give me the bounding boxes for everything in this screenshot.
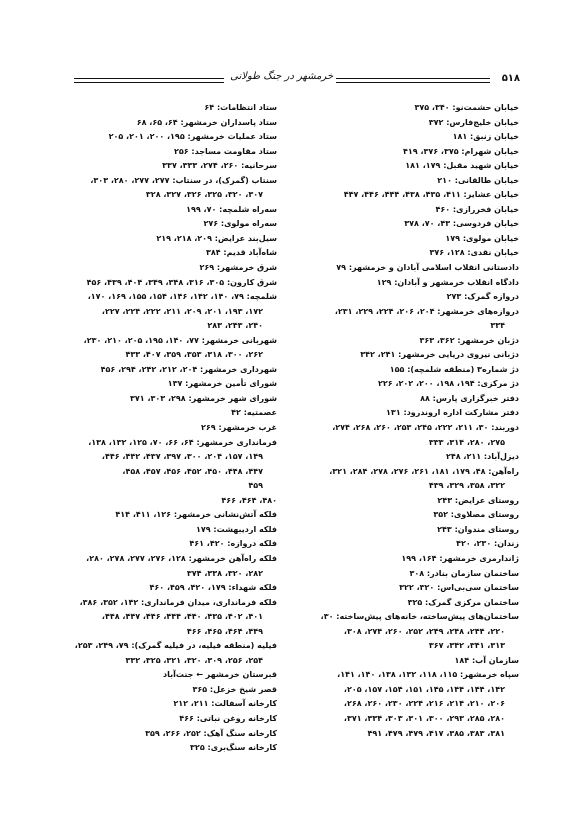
index-entry	[61, 537, 277, 552]
index-entry-line: خیابان حشمت‌نو: ۳۴۰، ۳۷۵	[414, 103, 519, 112]
index-entry	[61, 712, 277, 727]
index-entry	[61, 174, 277, 203]
index-entry	[283, 537, 519, 552]
index-entry	[61, 290, 277, 334]
index-entry-line: خیابان طالقانی: ۲۱۰	[437, 175, 519, 185]
index-entry-line: ساختمان سازمان بنادر: ۳۰۸	[409, 568, 519, 578]
index-entry-line: خیابان خلیج‌فارس: ۳۷۲	[428, 117, 519, 127]
index-entry	[283, 276, 519, 291]
index-entry	[283, 654, 519, 669]
index-entry	[283, 392, 519, 407]
index-entry-line: خیابان زنبق: ۱۸۱	[452, 132, 519, 142]
index-entry-line: ستاد مقاومت مساجد: ۲۵۶	[173, 146, 277, 156]
index-column-left	[61, 101, 277, 756]
index-entry	[61, 203, 277, 218]
index-entry	[283, 261, 519, 276]
index-entry-continuation: ۲۲۰، ۲۴۴، ۲۴۸، ۲۴۹، ۲۵۲، ۲۶۰، ۲۷۴، ۳۰۸،	[343, 626, 505, 636]
index-entry	[283, 348, 519, 363]
index-entry-line: دفتر خبرگزاری پارس: ۸۸	[420, 393, 519, 403]
index-entry-line: شهرداری خرمشهر: ۲۰۴، ۲۱۲، ۲۴۲، ۲۹۴، ۴۵۶	[100, 364, 277, 374]
page-number: ۵۱۸	[501, 73, 520, 84]
index-entry-line: دژبان خرمشهر: ۳۶۲، ۳۶۳	[419, 335, 519, 345]
index-entry	[61, 421, 277, 436]
index-entry	[61, 639, 277, 668]
index-entry-line: راه‌آهن: ۴۸، ۱۷۹، ۱۸۱، ۲۶۱، ۲۷۶، ۲۷۸، ۲۸۴، ۳۲۱،	[329, 466, 519, 476]
index-entry-line: کارخانه سنگ آهک: ۲۵۲، ۲۶۶، ۳۵۹	[145, 728, 277, 738]
header-rule-left	[74, 78, 224, 83]
index-entry-line: دژ شماره۳ (منطقه شلمچه): ۱۵۵	[389, 364, 519, 374]
index-entry	[283, 246, 519, 261]
index-entry-line: روستای مصلاوی: ۳۵۲	[433, 510, 519, 520]
index-entry-line: سیل‌بند عرایض: ۲۰۹، ۲۱۸، ۲۱۹	[156, 233, 277, 243]
index-entry	[283, 145, 519, 160]
index-entry-line: شورای شهر خرمشهر: ۲۹۸، ۳۰۳، ۳۷۱	[130, 393, 277, 403]
index-entry	[61, 145, 277, 160]
index-entry-line: سرحانیه: ۲۶۰، ۲۷۴، ۳۳۳، ۳۳۷	[162, 161, 277, 171]
index-entry-line: خیابان عشایر: ۴۱۱، ۴۳۵، ۴۳۸، ۴۴۴، ۴۴۶، ۴۴۷	[343, 190, 519, 200]
index-entry-line: سه‌راه شلمچه: ۷۰، ۱۹۹	[186, 204, 277, 214]
index-entry-line: ستاد پاسداران خرمشهر: ۶۴، ۶۵، ۶۸	[136, 117, 277, 127]
index-entry-line: دیزل‌آباد: ۲۱۱، ۲۴۸	[445, 452, 519, 462]
index-entry	[61, 217, 277, 232]
index-entry-continuation: ۱۷۲، ۱۹۳، ۲۰۱، ۲۰۹، ۲۱۱، ۲۲۲، ۲۲۴، ۲۲۷،	[101, 306, 263, 316]
index-entry-line: شورای تأمین خرمشهر: ۱۳۷	[167, 379, 277, 389]
index-entry-line: عصمتیه: ۴۲	[231, 408, 277, 418]
index-entry	[61, 697, 277, 712]
index-entry	[283, 334, 519, 349]
index-entry	[283, 101, 519, 116]
index-entry-line: فلکه فرمانداری، میدان فرمانداری: ۱۴۲، ۳۵۲، ۳۸۶،	[79, 597, 277, 607]
index-entry-continuation: ۲۸۰، ۲۸۵، ۲۹۳، ۳۰۰، ۳۰۱، ۳۰۳، ۳۳۴، ۳۷۱،	[343, 713, 505, 723]
index-entry	[283, 668, 519, 741]
index-entry	[283, 581, 519, 596]
index-entry-line: ساختمان سی‌بی‌اس: ۳۲۰، ۳۲۲	[399, 583, 519, 593]
index-entry	[283, 188, 519, 203]
index-entry-continuation: ۳۲۲، ۳۵۸، ۳۲۹، ۴۳۹	[428, 481, 505, 491]
index-entry	[61, 436, 277, 494]
index-entry-line: خیابان نقدی: ۱۲۸، ۳۷۶	[429, 248, 519, 258]
header-rule-right	[336, 78, 490, 83]
index-entry-line: دروازه‌های خرمشهر: ۲۰۴، ۲۰۶، ۲۲۴، ۲۲۹، ۲۳۱،	[334, 306, 519, 316]
index-entry	[283, 232, 519, 247]
index-entry-line: دفتر مشارکت اداره اروندرود: ۱۳۱	[386, 408, 519, 418]
index-entry	[61, 377, 277, 392]
index-entry	[61, 683, 277, 698]
index-entry-line: فلکه راه‌آهن خرمشهر: ۱۲۸، ۲۷۶، ۲۷۷، ۲۷۸، ۲۸۰،	[86, 553, 277, 563]
index-entry-continuation: ۴۴۹، ۴۶۴، ۴۶۵، ۴۶۶	[186, 626, 263, 636]
index-entry	[283, 159, 519, 174]
index-entry	[61, 741, 277, 756]
index-entry	[283, 450, 519, 465]
index-entry	[61, 261, 277, 276]
index-entry-line: دادستانی انقلاب اسلامی آبادان و خرمشهر: ۷۹	[336, 263, 519, 273]
index-entry	[61, 508, 277, 523]
index-entry-line: سپاه خرمشهر: ۱۱۵، ۱۱۸، ۱۳۲، ۱۳۸، ۱۴۰، ۱۴۱،	[337, 670, 519, 680]
index-entry	[61, 523, 277, 538]
index-entry	[61, 406, 277, 421]
index-entry-line: سه‌راه مولوی: ۲۷۶	[203, 219, 277, 229]
page-header	[64, 71, 520, 91]
index-entry	[283, 377, 519, 392]
index-entry-line: قصر شیخ خزعل: ۳۶۵	[192, 684, 277, 694]
index-entry-continuation: ۲۷۵، ۲۸۰، ۳۱۴، ۳۳۳	[428, 437, 505, 447]
index-entry-line: خیابان فخررازی: ۴۶۰	[435, 204, 519, 214]
index-entry	[283, 421, 519, 450]
index-entry	[61, 363, 277, 378]
index-entry	[61, 334, 277, 363]
index-entry-continuation: ۳۸۱، ۳۸۳، ۳۸۵، ۴۱۷، ۴۷۹، ۴۷۹، ۴۹۱	[367, 728, 505, 738]
index-entry-line: شهربانی خرمشهر: ۷۷، ۱۴۰، ۱۹۵، ۲۰۵، ۲۱۰، ۲۳۰،	[83, 335, 277, 345]
index-entry	[61, 392, 277, 407]
index-entry-line: ساختمان‌های پیش‌ساخته، خانه‌های پیش‌ساخته: ۳۰،	[320, 612, 519, 622]
index-entry-line: شرق کارون: ۳۰۵، ۳۱۶، ۳۴۸، ۳۴۹، ۴۰۴، ۴۳۹، ۴۵۶	[86, 277, 277, 287]
index-entry-line: دژ مرکزی: ۱۹۴، ۱۹۸، ۲۰۰، ۲۰۲، ۲۲۶	[378, 379, 519, 389]
index-entry	[61, 276, 277, 291]
index-entry-continuation: ۲۰۶، ۲۱۰، ۲۱۴، ۲۱۶، ۲۲۴، ۲۳۰، ۲۶۰، ۲۶۸،	[343, 699, 505, 709]
index-entry	[61, 101, 277, 116]
index-entry-line: روستای مندوان: ۲۴۳	[437, 524, 519, 534]
index-entry	[283, 363, 519, 378]
index-entry	[61, 581, 277, 596]
index-entry-continuation: ۳۰۷، ۳۲۰، ۳۲۵، ۳۲۶، ۳۲۷، ۳۲۸	[145, 190, 263, 200]
index-entry-line: زندان: ۲۳۰، ۴۲۰	[456, 539, 519, 549]
index-entry	[283, 494, 519, 509]
index-entry	[283, 217, 519, 232]
index-entry	[283, 610, 519, 654]
index-entry-line: ۴۸۰، ۴۶۴، ۴۶۶	[221, 495, 277, 505]
index-entry	[283, 290, 519, 305]
index-entry-continuation: ۲۸۲، ۳۲۰، ۳۳۸، ۳۷۴	[186, 568, 263, 578]
index-entry-line: شلمچه: ۷۹، ۱۴۰، ۱۴۲، ۱۴۶، ۱۵۴، ۱۵۵، ۱۶۹، ۱۷۰،	[87, 292, 277, 302]
index-entry	[283, 465, 519, 494]
index-entry	[61, 159, 277, 174]
index-entry	[61, 246, 277, 261]
index-entry-line: ستاد عملیات خرمشهر: ۱۹۵، ۲۰۰، ۲۰۱، ۲۰۵	[108, 132, 277, 142]
index-entry	[61, 130, 277, 145]
index-entry-continuation: ۴۰۱، ۴۰۲، ۴۳۵، ۴۴۰، ۴۴۴، ۴۴۶، ۴۴۷، ۴۴۸،	[101, 612, 263, 622]
index-entry-continuation: ۳۳۴	[490, 321, 505, 331]
index-entry-line: شاه‌آباد قدیم: ۳۸۴	[205, 248, 277, 258]
index-entry-line: خیابان مولوی: ۱۷۹	[445, 233, 519, 243]
index-entry	[283, 508, 519, 523]
index-entry-line: خیابان شهرام: ۳۷۵، ۳۷۶، ۴۱۹	[403, 146, 519, 156]
index-entry-continuation: ۲۴۰، ۲۴۳، ۲۸۳	[207, 321, 263, 331]
index-entry-continuation: ۴۴۷، ۴۴۸، ۴۵۰، ۴۵۲، ۴۵۶، ۴۵۷، ۴۵۸،	[122, 466, 263, 476]
index-entry	[283, 406, 519, 421]
index-entry-line: کارخانه آسفالت: ۲۱۱، ۲۱۲	[173, 699, 277, 709]
index-entry	[61, 116, 277, 131]
index-entry-line: دروازه گمرک: ۲۷۳	[446, 292, 519, 302]
index-entry	[61, 552, 277, 581]
index-entry-line: قبرستان خرمشهر ← جنت‌آباد	[163, 670, 277, 680]
index-entry	[61, 232, 277, 247]
index-entry-line: ژاندارمری خرمشهر: ۱۶۴، ۱۹۹	[401, 553, 519, 563]
index-entry-line: خیابان فردوسی: ۴۳، ۷۰، ۳۷۸	[404, 219, 519, 229]
index-entry-line: فرمانداری خرمشهر: ۶۴، ۶۶، ۷۰، ۱۲۵، ۱۳۲، ۱۳۸،	[88, 437, 277, 447]
index-entry-continuation: ۱۴۹، ۱۵۷، ۲۰۴، ۳۰۰، ۳۹۷، ۴۳۷، ۴۴۲، ۴۴۶،	[101, 452, 263, 462]
index-entry	[61, 596, 277, 640]
index-entry-line: کارخانه سنگ‌بری: ۳۲۵	[190, 743, 277, 753]
index-column-right	[283, 101, 519, 741]
index-entry	[283, 174, 519, 189]
index-entry	[61, 668, 277, 683]
index-entry-line: فیلیه (منطقه فیلیه، در فیلیه گمرک): ۷۹، ۲۴۹، ۲۵۳،	[74, 641, 277, 651]
index-entry	[283, 596, 519, 611]
index-entry	[61, 494, 277, 509]
running-title: خرمشهر در جنگ طولانی	[230, 71, 334, 82]
index-entry	[283, 203, 519, 218]
index-entry	[61, 727, 277, 742]
index-entry-line: دژبانی نیروی دریایی خرمشهر: ۲۴۱، ۳۴۲	[360, 350, 519, 360]
index-entry	[283, 116, 519, 131]
index-entry-line: فلکه آتش‌نشانی خرمشهر: ۱۲۶، ۴۱۱، ۴۱۴	[115, 510, 277, 520]
index-entry-line: کارخانه روغن نباتی: ۴۶۶	[179, 713, 277, 723]
index-entry-continuation: ۲۵۴، ۲۵۶، ۳۰۹، ۳۲۰، ۳۲۱، ۳۲۵، ۳۳۲	[125, 655, 263, 665]
index-entry-line: ساختمان مرکزی گمرک: ۳۲۵	[407, 597, 519, 607]
index-entry-line: سازمان آب: ۱۸۴	[454, 655, 519, 665]
index-entry-line: دوربند: ۳۰، ۲۱۱، ۲۲۲، ۲۴۵، ۲۵۳، ۲۶۰، ۲۶۸، ۲۷۴،	[332, 423, 519, 433]
index-entry	[283, 130, 519, 145]
index-entry-line: ستاد انتظامات: ۶۴	[204, 103, 277, 112]
index-entry	[283, 523, 519, 538]
index-entry	[283, 567, 519, 582]
index-entry-continuation: ۱۴۲، ۱۴۴، ۱۴۴، ۱۴۵، ۱۵۱، ۱۵۴، ۱۵۷، ۲۰۵،	[343, 684, 505, 694]
index-entry-line: فلکه اردیبهشت: ۱۷۹	[195, 524, 277, 534]
index-entry-line: شرق خرمشهر: ۲۶۹	[199, 263, 277, 273]
index-entry	[283, 305, 519, 334]
index-entry-line: سنتاب (گمرک)، در سنتاب: ۲۷۷، ۲۷۷، ۲۸۰، ۳۰۳،	[90, 175, 277, 185]
index-entry-continuation: ۳۱۳، ۳۴۱، ۳۴۲، ۳۶۷	[428, 641, 505, 651]
index-entry-continuation: ۴۵۹	[248, 481, 263, 491]
index-entry-continuation: ۲۶۲، ۳۰۰، ۳۱۸، ۳۵۳، ۳۵۹، ۴۰۷، ۴۳۳	[125, 350, 263, 360]
index-entry-line: دادگاه انقلاب خرمشهر و آبادان: ۱۲۹	[376, 277, 519, 287]
index-entry-line: روستای عرایض: ۲۴۳	[437, 495, 519, 505]
index-entry-line: فلکه دروازه: ۴۲۰، ۴۶۱	[189, 539, 277, 549]
index-entry-line: غرب خرمشهر: ۲۶۹	[201, 423, 277, 433]
index-entry-line: خیابان شهید مقبل: ۱۷۹، ۱۸۱	[405, 161, 519, 171]
index-entry-line: فلکه شهداء: ۱۷۹، ۴۲۰، ۴۵۹، ۴۶۰	[149, 583, 277, 593]
index-entry	[283, 552, 519, 567]
